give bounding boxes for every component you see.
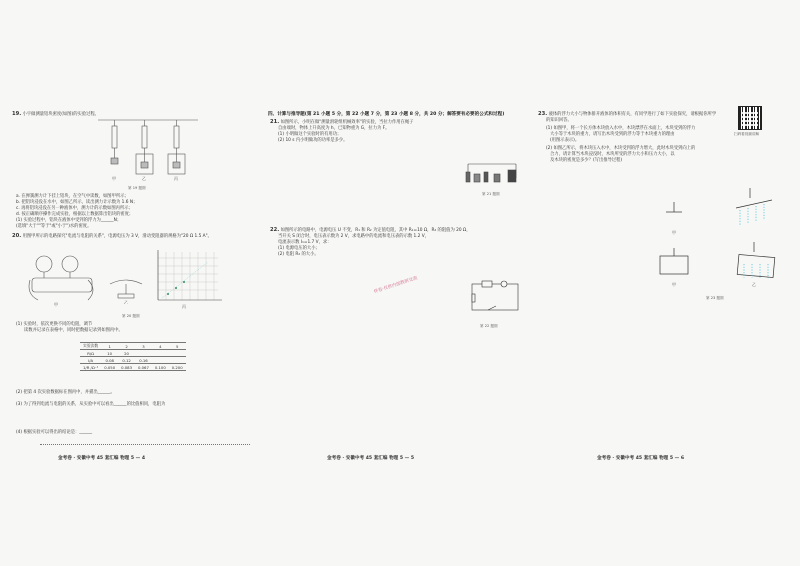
qr-code[interactable] <box>738 106 762 130</box>
table-cell: 3 <box>135 343 152 350</box>
table-cell <box>135 350 152 357</box>
table-row <box>80 364 186 371</box>
svg-text:甲: 甲 <box>112 176 116 181</box>
table-cell: 5 <box>169 343 186 350</box>
q23-line-6: (2) 如图乙所示，将木块压入水中，木块受到的浮力增大，此时木块受到向上的 <box>546 146 696 151</box>
q22-line-2: 当开关 S 闭合时，电压表示数为 2 V，求电路中的电流和电压表的示数 1.2 V， <box>278 234 429 239</box>
q23-figure-caption: 第 23 题图 <box>706 296 724 300</box>
svg-text:甲: 甲 <box>54 302 58 307</box>
q19-line-2: b. 把铝块浸没在水中，如图乙所示，读出测力计示数为 1.6 N； <box>16 200 138 205</box>
q19-line-4: d. 按正确顺序操作完成实验，根据以上数据算出铝块的密度； <box>16 212 134 217</box>
q20-stem: 用图甲所示的电路探究"电流与电阻的关系"，电源电压为 3 V，滑动变阻器的规格为"20 Ω 1.5 A"。 <box>22 234 212 239</box>
table-row <box>80 343 186 350</box>
footer-page-2: 金考卷 · 安徽中考 45 套汇编 物理 5 — 5 <box>327 456 415 461</box>
column-right <box>536 100 788 480</box>
q20-line-2: 读数并记录在表格中，同时把数据记录到如图丙中。 <box>24 328 123 333</box>
q19-figure-caption: 第 19 题图 <box>128 186 146 190</box>
table-cell <box>152 357 169 364</box>
table-cell: 0.100 <box>152 364 169 371</box>
q20-after-1: (2) 把第 4 次实验数据标在图丙中，并描出______。 <box>16 390 115 395</box>
table-cell: 20 <box>118 350 135 357</box>
q19-line-3: c. 再将铝块浸没在另一种液体中，测力计的示数如图丙所示； <box>16 206 133 211</box>
column-left <box>10 100 262 480</box>
q21-figure <box>464 158 520 186</box>
q23-figure <box>630 182 790 294</box>
q19-line-6: (选填"大于""等于"或"小于")水的密度。 <box>16 224 92 229</box>
q19-line-1: a. 在弹簧测力计下挂上铝块，在空气中读数，如图甲所示； <box>16 194 129 199</box>
q20-after-2: (3) 为了得到电流与电阻的关系，从实验中可以看出______的比值相同，电阻为 <box>16 402 166 407</box>
q21-line-2: 自由端时，物体上升高度为 h，已知物重为 G，拉力为 F。 <box>278 126 390 131</box>
table-cell: 0.08 <box>101 357 118 364</box>
q20-data-table <box>80 342 186 371</box>
q23-number: 23. <box>538 111 548 117</box>
watermark-stamp: 样卷·仅供内部教研交流 <box>373 276 419 295</box>
table-cell: I/A <box>80 357 101 364</box>
q22-circuit-figure <box>468 272 522 316</box>
table-cell <box>152 350 169 357</box>
table-cell <box>169 357 186 364</box>
q22-line-5: (2) 电阻 R₂ 的大小。 <box>278 252 319 257</box>
q22-line-1: 如图所示的电路中，电源电压 U 不变，R₁ 和 R₂ 为定值电阻，其中 R₁=10 Ω，R₂ 的阻值为 20 Ω， <box>280 228 471 233</box>
q19-line-5: (1) 实验过程中，铝块在液体中受到的浮力为______N； <box>16 218 122 223</box>
q20-resistor-figure <box>106 274 146 304</box>
table-cell: 0.12 <box>118 357 135 364</box>
q23-line-1: 液体的浮力大小与物体排开液体的体积有关，有同学进行了如下实验探究，请根据你所学 <box>548 112 717 117</box>
footer-page-1: 金考卷 · 安徽中考 45 套汇编 物理 5 — 4 <box>58 456 146 461</box>
table-cell: R/Ω <box>80 350 101 357</box>
q19-number: 19. <box>12 111 22 117</box>
q23-fig-label-yi: 乙 <box>752 282 756 287</box>
q21-line-1: 如图所示，小明在做"测量滑轮组机械效率"的实验，当拉力作用在绳子 <box>280 120 414 125</box>
table-cell: 0.083 <box>118 364 135 371</box>
q20-number: 20. <box>12 233 22 239</box>
table-cell: 4 <box>152 343 169 350</box>
q22-number: 22. <box>270 227 280 233</box>
q23-line-7: 合力，请计算当木块浸没时，木块所受的浮力大小和压力大小，以 <box>550 152 675 157</box>
table-cell: 0.16 <box>135 357 152 364</box>
q22-line-3: 电流表示数 I₁=1.7 V，求： <box>278 240 332 245</box>
table-cell: 0.200 <box>169 364 186 371</box>
table-cell: 10 <box>101 350 118 357</box>
table-cell: 1/R /Ω⁻¹ <box>80 364 101 371</box>
q19-stem: 小宇做测量铝块密度(如图)的实验过程。 <box>22 112 99 117</box>
table-cell <box>169 350 186 357</box>
q23-line-2: 的知识回答。 <box>546 118 572 123</box>
q23-line-3: (1) 如图甲，将一个长方体木块放入水中，木块漂浮在水面上，木块受到的浮力 <box>546 126 696 131</box>
qr-code-note: 扫码看视频讲解 <box>734 132 760 136</box>
q21-line-3: (1) 小明做这个实验时的有用功； <box>278 132 342 137</box>
column-middle <box>268 100 526 480</box>
footer-page-3: 金考卷 · 安徽中考 45 套汇编 物理 5 — 6 <box>597 456 685 461</box>
q20-graph <box>146 248 226 312</box>
q21-figure-caption: 第 21 题图 <box>482 192 500 196</box>
q22-line-4: (1) 电源电压的大小； <box>278 246 320 251</box>
answer-line <box>40 444 250 445</box>
q20-after-3: (4) 根据实验可以得出的结论是：______ <box>16 430 93 435</box>
table-cell: 2 <box>118 343 135 350</box>
q22-figure-caption: 第 22 题图 <box>480 324 498 328</box>
q19-figure <box>98 118 198 184</box>
q23-fig-label-jia-2: 甲 <box>672 282 676 287</box>
table-cell: 0.067 <box>135 364 152 371</box>
table-cell: 1 <box>101 343 118 350</box>
svg-text:乙: 乙 <box>124 300 128 304</box>
q21-line-4: (2) 10 s 内小明做功的功率是多少。 <box>278 138 348 143</box>
q21-number: 21. <box>270 119 280 125</box>
q20-figure-caption: 第 20 题图 <box>122 314 140 318</box>
q23-line-5: (用图示表示)。 <box>550 138 580 143</box>
table-cell: 实验次数 <box>80 343 101 350</box>
q23-fig-label-jia: 甲 <box>672 230 676 235</box>
table-row <box>80 350 186 357</box>
svg-text:丙: 丙 <box>182 304 186 309</box>
section-title: 四、计算与推导题(第 21 小题 5 分，第 22 小题 7 分，第 23 小题 8 分，共 20 分；解答要有必要的公式和过程) <box>268 112 505 117</box>
q20-circuit-figure <box>24 250 102 308</box>
table-row <box>80 357 186 364</box>
q20-line-1: (1) 实验时，依次更换不同的电阻，调节 <box>16 322 93 327</box>
table-cell: 0.050 <box>101 364 118 371</box>
q23-line-4: 大小等于木块的重力，请写出木块受到的浮力等于木块重力的理由 <box>550 132 675 137</box>
svg-text:乙: 乙 <box>142 176 146 181</box>
q23-line-8: 及木块的密度是多少？(写出推导过程) <box>550 158 623 163</box>
svg-text:丙: 丙 <box>174 176 178 181</box>
